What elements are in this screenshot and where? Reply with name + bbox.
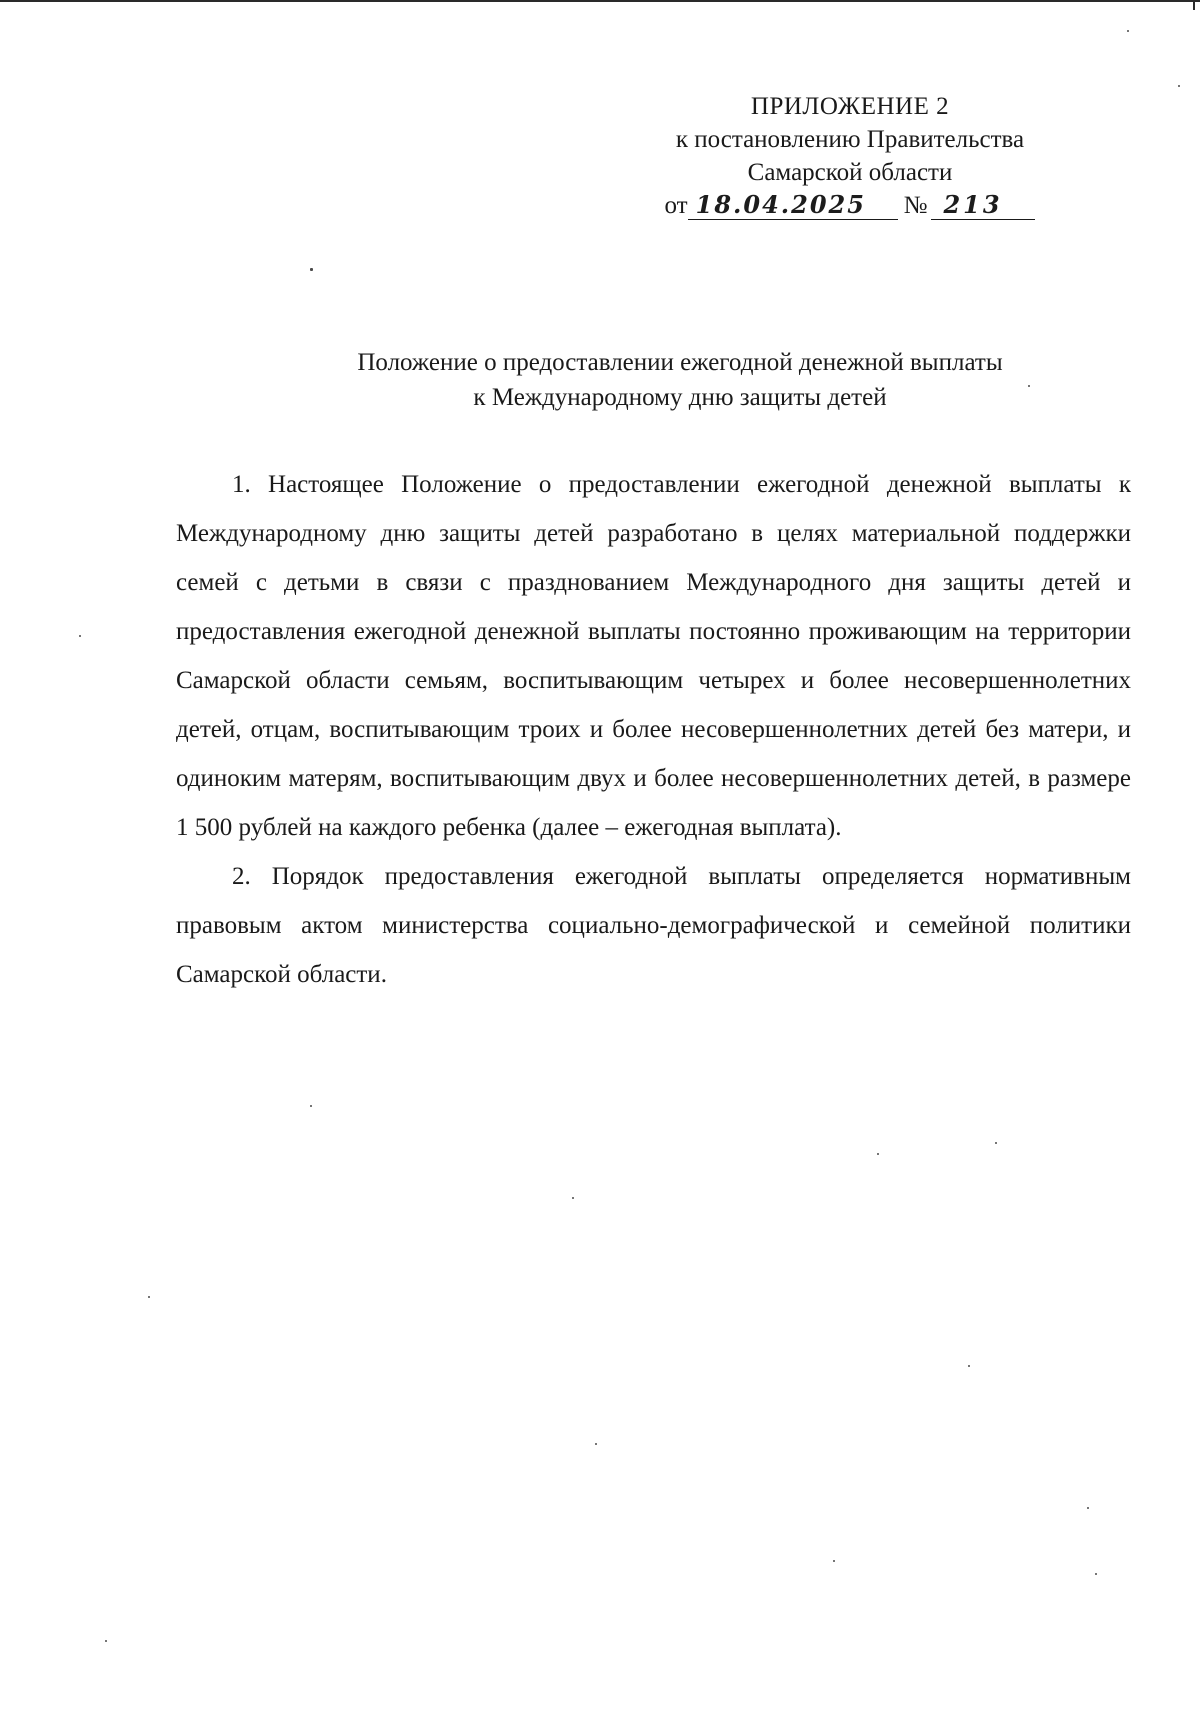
scan-speck (105, 1640, 107, 1642)
paragraph-2: 2. Порядок предоставления ежегодной выплаты определяется нормативным правовым актом министерства социально-демографической и семейной политики Самарской области. (176, 863, 1131, 988)
appendix-block (600, 90, 1100, 222)
appendix-title: ПРИЛОЖЕНИЕ 2 (750, 93, 950, 120)
scan-speck (79, 635, 81, 637)
scan-speck (877, 1153, 879, 1155)
scan-speck (310, 1105, 312, 1107)
paragraph-1: 1. Настоящее Положение о предоставлении ежегодной денежной выплаты к Международному дню защиты детей разработано в целях материальной поддержки семей с детьми в связи с празднованием Международного дня защиты детей и предоставления ежегодной денежной выплаты постоянно проживающим на территории Самарской области семьям, воспитывающим четырех и более несовершеннолетних детей, отцам, воспитывающим троих и более несовершеннолетних детей без матери, и одиноким матерям, воспитывающим двух и более несовершеннолетних детей, в размере 1 500 рублей на каждого ребенка (далее – ежегодная выплата). (176, 471, 1131, 841)
number-sign: № (903, 192, 928, 219)
scan-speck (572, 1197, 574, 1199)
scan-speck (833, 1560, 835, 1562)
appendix-date-number-line (600, 189, 1100, 222)
appendix-region-line: Самарской области (747, 159, 953, 186)
handwritten-number: 213 (931, 191, 1035, 220)
appendix-resolution-line: к постановлению Правительства (675, 126, 1025, 153)
scan-speck (1028, 385, 1030, 387)
scan-corner-mark (1193, 0, 1195, 10)
scan-speck (995, 1142, 997, 1144)
heading-line-2: к Международному дню защиты детей (473, 384, 887, 411)
document-heading (180, 345, 1180, 415)
scan-speck (1178, 85, 1180, 87)
heading-line-1: Положение о предоставлении ежегодной денежной выплаты (357, 349, 1003, 376)
document-body (176, 460, 1131, 999)
scan-speck (310, 268, 313, 271)
handwritten-date: 18.04.2025 (688, 191, 898, 220)
scan-speck (1087, 1507, 1089, 1509)
scan-speck (1095, 1573, 1097, 1575)
scan-edge (0, 0, 1200, 2)
scan-speck (148, 1296, 150, 1298)
scan-speck (968, 1365, 970, 1367)
scan-speck (1127, 30, 1129, 32)
scan-speck (595, 1443, 597, 1445)
date-prefix: от (664, 192, 688, 219)
